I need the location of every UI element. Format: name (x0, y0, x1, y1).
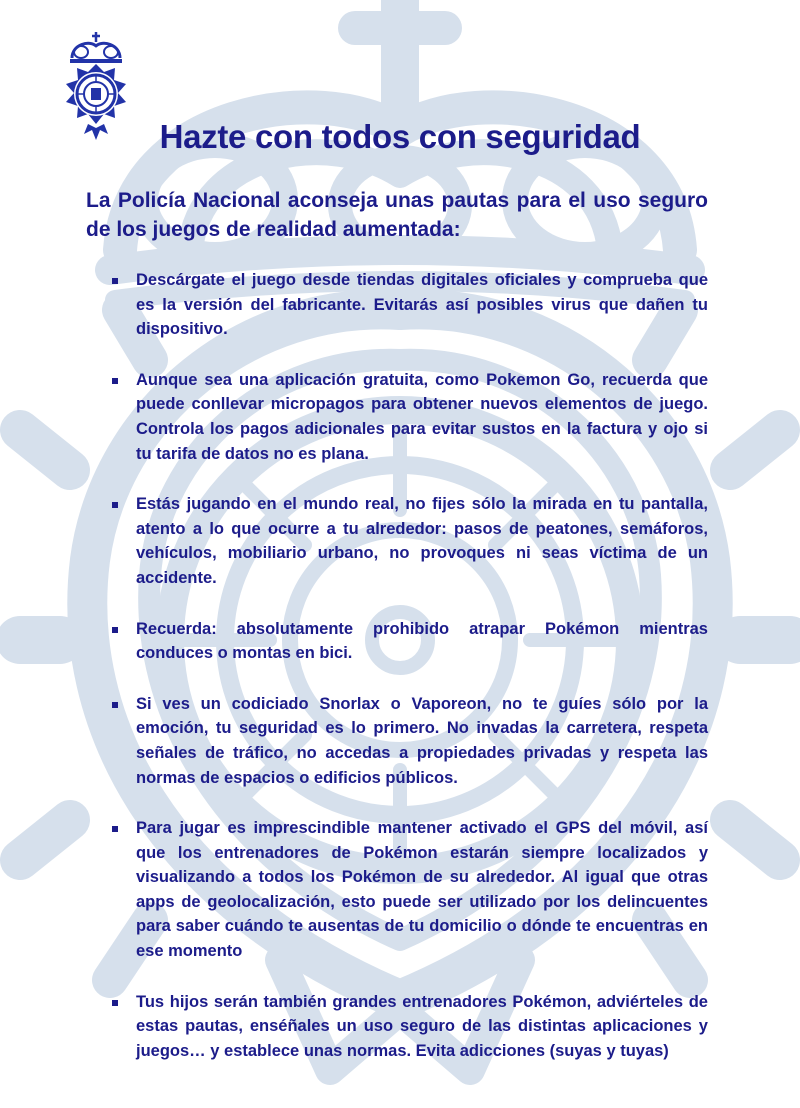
list-item (112, 268, 708, 342)
list-item (112, 368, 708, 466)
square-bullet-icon (112, 378, 118, 384)
document-title: Hazte con todos con seguridad (159, 118, 641, 155)
list-item (112, 816, 708, 964)
list-item (112, 617, 708, 666)
tip-text: Tus hijos serán también grandes entrenadores Pokémon, adviérteles de estas pautas, enséñales un uso seguro de las distintas aplicaciones y juegos… y establece unas normas. Evita adicciones (suyas y tuyas) (136, 992, 708, 1060)
tip-text: Estás jugando en el mundo real, no fijes sólo la mirada en tu pantalla, atento a lo que ocurre a tu alrededor: pasos de peatones, semáforos, vehículos, mobiliario urbano, no provoques ni seas víctima de un accidente. (136, 495, 708, 587)
tips-list (112, 268, 708, 1089)
list-item (112, 990, 708, 1064)
square-bullet-icon (112, 278, 118, 284)
tip-text: Descárgate el juego desde tiendas digitales oficiales y comprueba que es la versión del fabricante. Evitarás así posibles virus que dañen tu dispositivo. (136, 271, 708, 339)
square-bullet-icon (112, 826, 118, 832)
tip-text: Si ves un codiciado Snorlax o Vaporeon, no te guíes sólo por la emoción, tu seguridad es lo primero. No invadas la carretera, respeta señales de tráfico, no accedas a propiedades privadas y respeta las normas de espacios o edificios públicos. (136, 694, 708, 787)
document-intro: La Policía Nacional aconseja unas pautas para el uso seguro de los juegos de realidad aumentada: (86, 189, 708, 241)
tip-text: Para jugar es imprescindible mantener activado el GPS del móvil, así que los entrenadores de Pokémon estarán siempre localizados y visualizando a todos los Pokémon de su alrededor. Al igual que otras apps de geolocalización, esto puede ser utilizado por los delincuentes para saber cuándo te ausentas de tu domicilio o dónde te encuentras en ese momento (136, 819, 708, 961)
square-bullet-icon (112, 702, 118, 708)
square-bullet-icon (112, 502, 118, 508)
list-item (112, 492, 708, 590)
square-bullet-icon (112, 1000, 118, 1006)
tip-text: Aunque sea una aplicación gratuita, como Pokemon Go, recuerda que puede conllevar micropagos para obtener nuevos elementos de juego. Controla los pagos adicionales para evitar sustos en la factura y ojo si tu tarifa de datos no es plana. (136, 370, 708, 463)
list-item (112, 692, 708, 790)
tip-text: Recuerda: absolutamente prohibido atrapar Pokémon mientras conduces o montas en bici. (136, 619, 708, 663)
square-bullet-icon (112, 627, 118, 633)
